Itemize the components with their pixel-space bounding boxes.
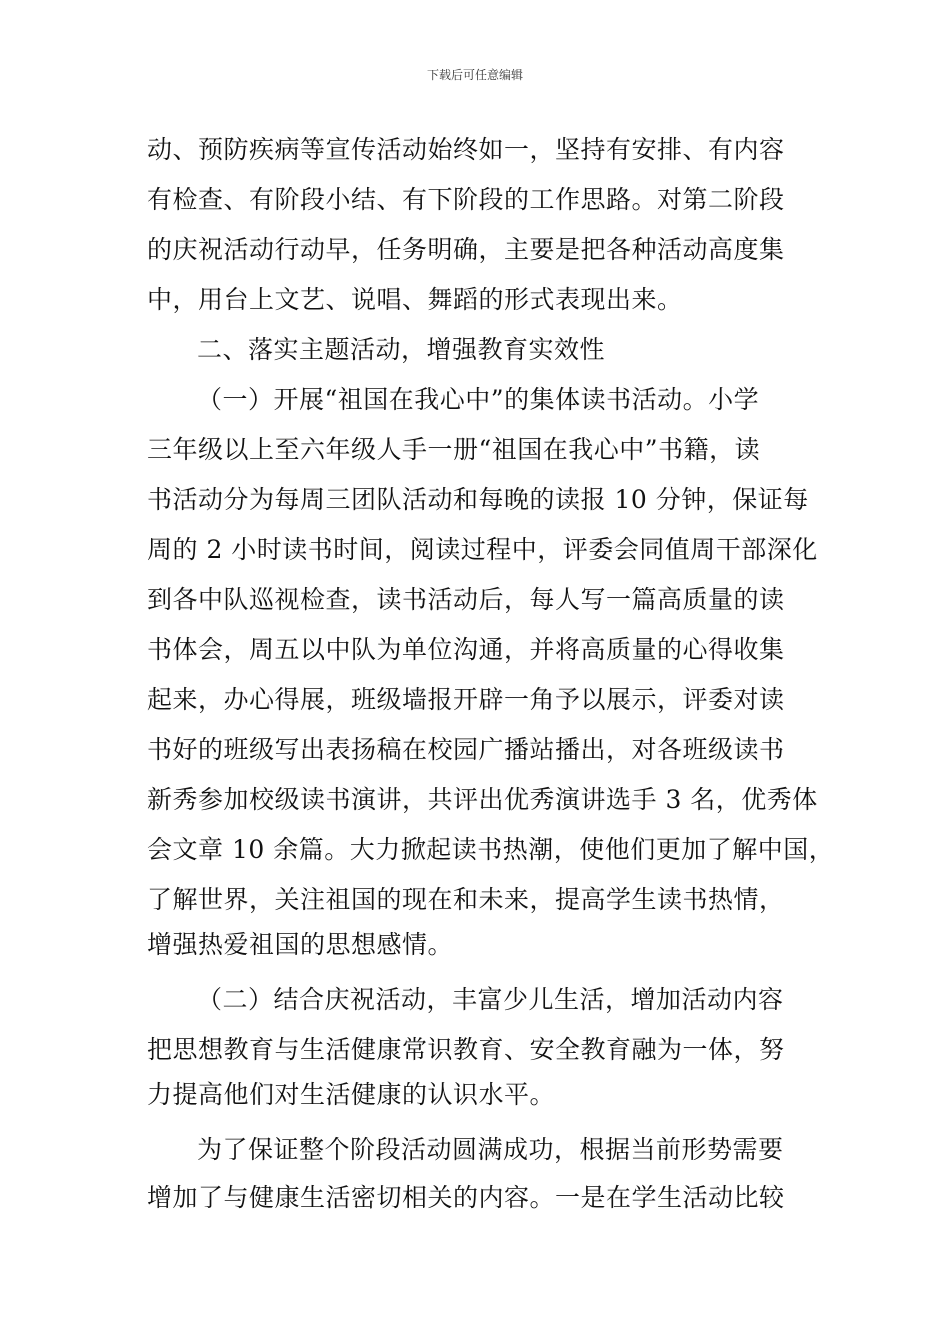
text-line: 起来，办心得展，班级墙报开辟一角予以展示，评委对读 xyxy=(147,685,785,714)
text-line: 增强热爱祖国的思想感情。 xyxy=(147,930,454,959)
text-line: 书体会，周五以中队为单位沟通，并将高质量的心得收集 xyxy=(147,635,785,664)
text-line: 书活动分为每周三团队活动和每晚的读报 10 分钟，保证每 xyxy=(147,485,809,514)
page-header: 下载后可任意编辑 xyxy=(426,68,523,82)
text-line: 把思想教育与生活健康常识教育、安全教育融为一体，努 xyxy=(147,1035,785,1064)
section-heading: 二、落实主题活动，增强教育实效性 xyxy=(197,335,606,364)
text-line: 了解世界，关注祖国的现在和未来，提高学生读书热情， xyxy=(147,885,785,914)
text-line: 周的 2 小时读书时间，阅读过程中，评委会同值周干部深化 xyxy=(147,535,818,564)
text-line: 的庆祝活动行动早，任务明确，主要是把各种活动高度集 xyxy=(147,235,785,264)
subsection-heading: （一）开展“祖国在我心中”的集体读书活动。小学 xyxy=(197,385,760,414)
text-line: 会文章 10 余篇。大力掀起读书热潮，使他们更加了解中国， xyxy=(147,835,835,864)
text-line: 增加了与健康生活密切相关的内容。一是在学生活动比较 xyxy=(147,1183,785,1212)
text-line: 新秀参加校级读书演讲，共评出优秀演讲选手 3 名，优秀体 xyxy=(147,785,818,814)
text-line: 中，用台上文艺、说唱、舞蹈的形式表现出来。 xyxy=(147,285,683,314)
text-line: 动、预防疾病等宣传活动始终如一，坚持有安排、有内容 xyxy=(147,135,785,164)
text-line: 有检查、有阶段小结、有下阶段的工作思路。对第二阶段 xyxy=(147,185,785,214)
subsection-heading: （二）结合庆祝活动，丰富少儿生活，增加活动内容 xyxy=(197,985,784,1014)
text-line: 到各中队巡视检查，读书活动后，每人写一篇高质量的读 xyxy=(147,585,785,614)
text-line: 三年级以上至六年级人手一册“祖国在我心中”书籍，读 xyxy=(147,435,761,464)
text-line: 为了保证整个阶段活动圆满成功，根据当前形势需要 xyxy=(197,1135,784,1164)
text-line: 力提高他们对生活健康的认识水平。 xyxy=(147,1080,556,1109)
text-line: 书好的班级写出表扬稿在校园广播站播出，对各班级读书 xyxy=(147,735,785,764)
